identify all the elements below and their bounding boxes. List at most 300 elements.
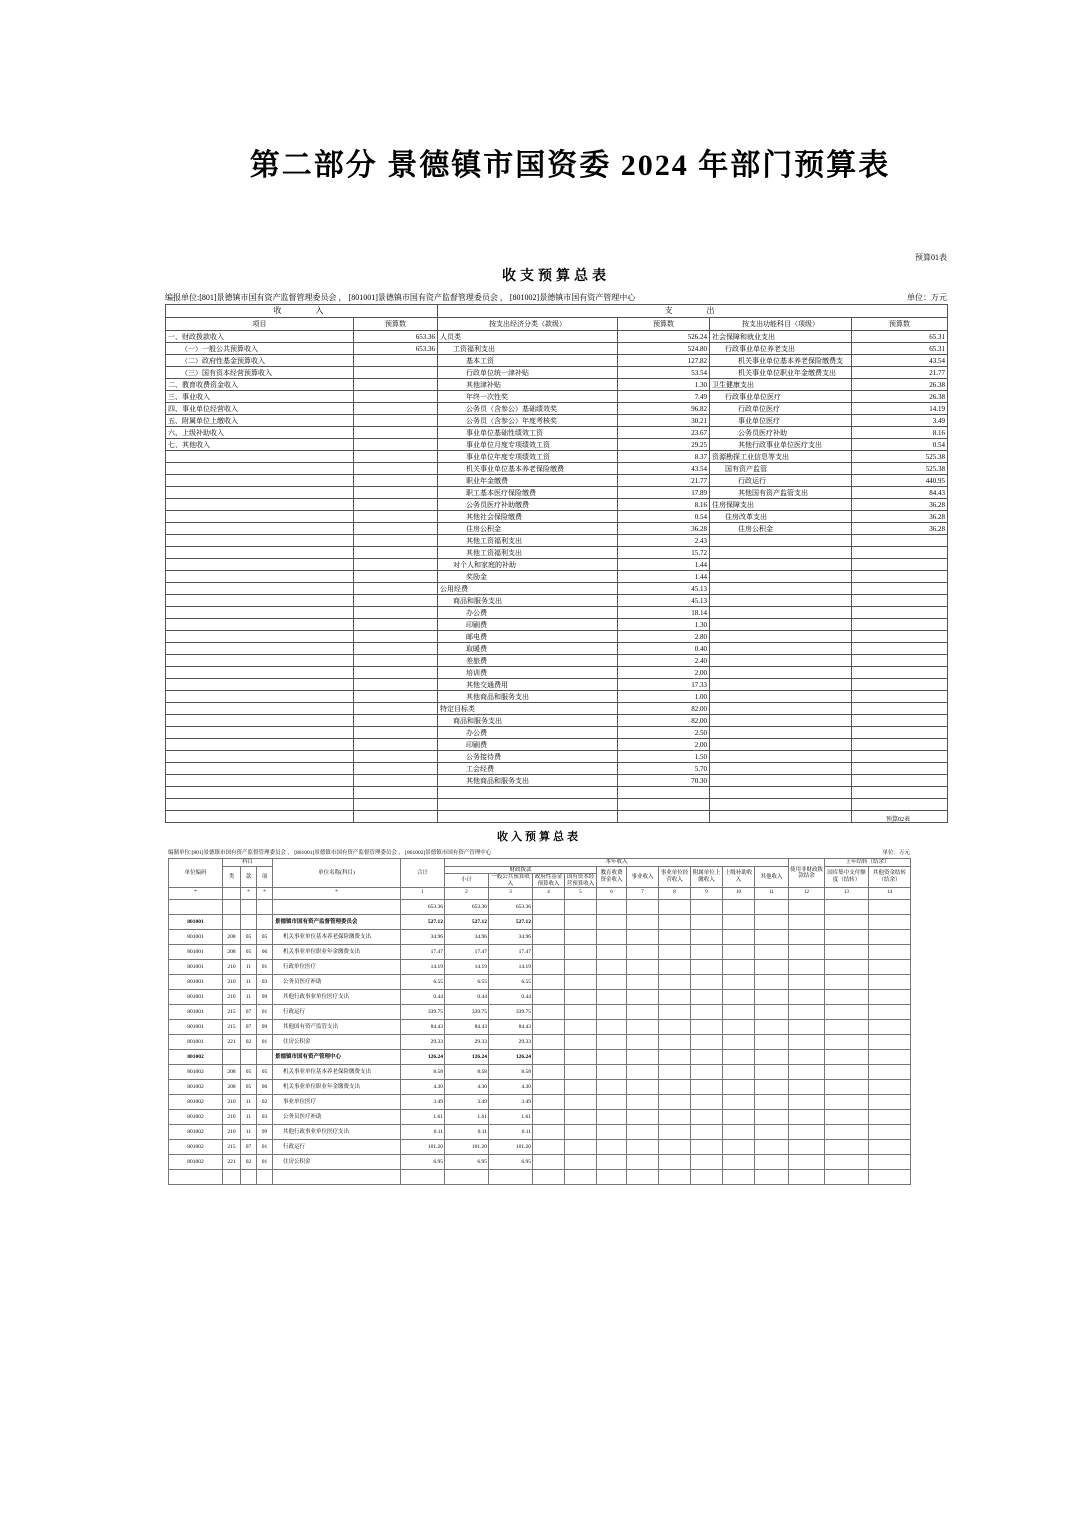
income-item-cell [166, 631, 354, 643]
fiscal-subtotal-cell: 0.11 [445, 1125, 489, 1140]
econ-value-cell: 1.30 [618, 379, 710, 391]
empty-value-cell [597, 1095, 627, 1110]
func-class-cell [710, 667, 852, 679]
empty-value-cell [825, 1065, 869, 1080]
empty-value-cell [789, 1080, 825, 1095]
empty-value-cell [789, 930, 825, 945]
budget-table-row [166, 763, 948, 775]
empty-value-cell [789, 1140, 825, 1155]
item-code-cell: 99 [257, 990, 273, 1005]
column-index-cell: 1 [401, 888, 445, 900]
unit-code-cell: 801001 [169, 1020, 223, 1035]
section-code-cell: 02 [241, 1155, 257, 1170]
func-class-cell [710, 727, 852, 739]
econ-class-cell: 办公费 [438, 727, 618, 739]
empty-value-cell [597, 900, 627, 915]
income-value-cell [354, 463, 438, 475]
income-item-cell [166, 655, 354, 667]
header-state-capital: 国有资本经营预算收入 [565, 874, 597, 888]
section-code-cell: 11 [241, 1125, 257, 1140]
empty-value-cell [565, 915, 597, 930]
empty-value-cell [789, 1020, 825, 1035]
table1-report-unit: 编报单位:[801]景德镇市国有资产监督管理委员会 ， [801001]景德镇市国有资产监督管理委员会 ， [801002]景德镇市国有资产管理中心 [165, 293, 636, 302]
empty-value-cell [755, 1080, 789, 1095]
table2-unit-label: 单位：万元 [882, 850, 910, 856]
section-code-cell: 05 [241, 1080, 257, 1095]
income-table-row [169, 1110, 911, 1125]
econ-class-cell: 邮电费 [438, 631, 618, 643]
empty-value-cell [597, 1140, 627, 1155]
unit-code-cell: 801002 [169, 1080, 223, 1095]
general-budget-cell: 84.43 [489, 1020, 533, 1035]
econ-value-cell: 0.54 [618, 511, 710, 523]
func-class-cell [710, 739, 852, 751]
func-class-cell [710, 703, 852, 715]
empty-value-cell [755, 1020, 789, 1035]
empty-value-cell [565, 1140, 597, 1155]
empty-value-cell [533, 1170, 565, 1185]
income-item-cell [166, 703, 354, 715]
empty-value-cell [597, 1065, 627, 1080]
unit-code-cell: 801002 [169, 1140, 223, 1155]
func-class-cell [710, 799, 852, 811]
econ-value-cell: 29.25 [618, 439, 710, 451]
econ-class-cell: 事业单位月度专项绩效工资 [438, 439, 618, 451]
empty-value-cell [565, 930, 597, 945]
total-cell: 29.33 [401, 1035, 445, 1050]
total-cell: 653.36 [401, 900, 445, 915]
header-non-fiscal-balance: 使用非财政拨款结余 [789, 859, 825, 888]
income-item-cell: （二）政府性基金预算收入 [166, 355, 354, 367]
income-value-cell [354, 703, 438, 715]
empty-value-cell [565, 1050, 597, 1065]
section-code-cell: 11 [241, 1095, 257, 1110]
header-cls: 类 [223, 866, 241, 888]
empty-value-cell [755, 975, 789, 990]
func-class-cell: 国有资产监管 [710, 463, 852, 475]
empty-value-cell [723, 1155, 755, 1170]
empty-value-cell [755, 915, 789, 930]
fiscal-subtotal-cell: 339.75 [445, 1005, 489, 1020]
func-class-cell [710, 715, 852, 727]
header-edu-fee: 教育收费资金收入 [597, 866, 627, 888]
unit-code-cell: 801002 [169, 1155, 223, 1170]
empty-value-cell [825, 1155, 869, 1170]
empty-value-cell [723, 1170, 755, 1185]
econ-value-cell: 18.14 [618, 607, 710, 619]
item-code-cell [257, 900, 273, 915]
item-code-cell: 01 [257, 960, 273, 975]
budget-table-row [166, 799, 948, 811]
func-value-cell [852, 559, 948, 571]
budget-table-row [166, 727, 948, 739]
budget-table-row [166, 643, 948, 655]
empty-value-cell [533, 915, 565, 930]
total-cell: 101.20 [401, 1140, 445, 1155]
func-value-cell [852, 595, 948, 607]
func-class-cell [710, 559, 852, 571]
column-index-cell: 11 [755, 888, 789, 900]
income-item-cell [166, 487, 354, 499]
table2-title: 收入预算总表 [497, 831, 581, 843]
empty-value-cell [789, 915, 825, 930]
income-item-cell [166, 679, 354, 691]
empty-value-cell [565, 1065, 597, 1080]
header-fiscal: 财政拨款 [445, 866, 597, 874]
budget-table-row [166, 775, 948, 787]
econ-class-cell: 其他社会保险缴费 [438, 511, 618, 523]
budget-table-row [166, 667, 948, 679]
unit-code-cell [169, 1170, 223, 1185]
empty-value-cell [533, 1110, 565, 1125]
empty-value-cell [597, 1110, 627, 1125]
table1-caption-line [165, 293, 947, 303]
item-code-cell: 99 [257, 1125, 273, 1140]
econ-value-cell: 45.13 [618, 595, 710, 607]
empty-value-cell [627, 960, 659, 975]
empty-value-cell [659, 1020, 691, 1035]
econ-value-cell: 1.44 [618, 559, 710, 571]
item-code-cell: 06 [257, 945, 273, 960]
empty-value-cell [825, 975, 869, 990]
econ-class-cell: 公务员医疗补助缴费 [438, 499, 618, 511]
general-budget-cell: 4.30 [489, 1080, 533, 1095]
empty-value-cell [691, 1020, 723, 1035]
income-table-row [169, 1125, 911, 1140]
income-table-row [169, 1095, 911, 1110]
empty-value-cell [825, 915, 869, 930]
empty-value-cell [825, 1020, 869, 1035]
revenue-expenditure-table [165, 304, 948, 823]
func-class-cell [710, 619, 852, 631]
func-class-cell [710, 763, 852, 775]
func-value-cell [852, 703, 948, 715]
header-upper-subsidy: 上级补助收入 [723, 866, 755, 888]
empty-value-cell [825, 1140, 869, 1155]
income-value-cell [354, 583, 438, 595]
empty-value-cell [565, 1080, 597, 1095]
econ-class-cell [438, 787, 618, 799]
budget-table-row [166, 787, 948, 799]
income-item-cell: （一）一般公共预算收入 [166, 343, 354, 355]
fiscal-subtotal-cell: 527.12 [445, 915, 489, 930]
budget-table-row [166, 427, 948, 439]
empty-value-cell [755, 1125, 789, 1140]
func-class-cell [710, 571, 852, 583]
budget-table-row [166, 679, 948, 691]
budget-table-row [166, 595, 948, 607]
empty-value-cell [723, 975, 755, 990]
empty-value-cell [691, 915, 723, 930]
income-value-cell [354, 415, 438, 427]
budget-table-row [166, 463, 948, 475]
econ-class-cell: 机关事业单位基本养老保险缴费 [438, 463, 618, 475]
empty-value-cell [723, 1080, 755, 1095]
empty-value-cell [533, 1050, 565, 1065]
econ-class-cell: 公务接待费 [438, 751, 618, 763]
empty-value-cell [825, 1095, 869, 1110]
func-class-cell [710, 607, 852, 619]
empty-value-cell [597, 1020, 627, 1035]
fiscal-subtotal-cell: 126.24 [445, 1050, 489, 1065]
empty-value-cell [789, 960, 825, 975]
unit-name-cell: 景德镇市国有资产管理中心 [273, 1050, 401, 1065]
income-table-row [169, 990, 911, 1005]
func-value-cell [852, 535, 948, 547]
income-table-row [169, 1035, 911, 1050]
header-carryover: 上年结转（结余） [825, 859, 911, 867]
col-header-item: 项目 [166, 318, 354, 331]
empty-value-cell [825, 1080, 869, 1095]
table2-header-row-1 [169, 859, 911, 867]
budget-table-row [166, 511, 948, 523]
empty-value-cell [723, 1110, 755, 1125]
empty-value-cell [825, 1125, 869, 1140]
class-code-cell: 208 [223, 1065, 241, 1080]
econ-value-cell: 15.72 [618, 547, 710, 559]
sheet-label-2: 预算02表 [885, 817, 910, 823]
empty-value-cell [533, 1005, 565, 1020]
fiscal-subtotal-cell: 101.20 [445, 1140, 489, 1155]
empty-value-cell [659, 930, 691, 945]
func-value-cell [852, 619, 948, 631]
budget-table-row [166, 715, 948, 727]
empty-value-cell [627, 1140, 659, 1155]
budget-table-row [166, 331, 948, 343]
empty-value-cell [627, 915, 659, 930]
unit-code-cell [169, 900, 223, 915]
budget-table-row [166, 439, 948, 451]
budget-table-row [166, 619, 948, 631]
empty-value-cell [869, 915, 911, 930]
income-item-cell [166, 571, 354, 583]
econ-class-cell: 人员类 [438, 331, 618, 343]
econ-value-cell: 8.16 [618, 499, 710, 511]
income-value-cell [354, 379, 438, 391]
total-cell: 3.49 [401, 1095, 445, 1110]
func-class-cell [710, 775, 852, 787]
empty-value-cell [723, 1020, 755, 1035]
econ-value-cell: 96.82 [618, 403, 710, 415]
budget-table-row [166, 379, 948, 391]
class-code-cell [223, 1050, 241, 1065]
section-code-cell: 07 [241, 1005, 257, 1020]
column-index-cell: 3 [489, 888, 533, 900]
column-index-cell: 10 [723, 888, 755, 900]
func-class-cell [710, 691, 852, 703]
col-header-econ-class: 按支出经济分类（款级） [438, 318, 618, 331]
empty-value-cell [755, 1155, 789, 1170]
empty-value-cell [659, 990, 691, 1005]
func-class-cell: 公务员医疗补助 [710, 427, 852, 439]
empty-value-cell [659, 1065, 691, 1080]
empty-value-cell [825, 1035, 869, 1050]
total-cell: 17.47 [401, 945, 445, 960]
income-value-cell [354, 643, 438, 655]
unit-name-cell: 公务员医疗补助 [273, 1110, 401, 1125]
income-item-cell [166, 547, 354, 559]
header-unit-code: 单位编码 [169, 859, 223, 888]
col-header-budget1: 预算数 [354, 318, 438, 331]
empty-value-cell [597, 945, 627, 960]
func-value-cell [852, 799, 948, 811]
econ-class-cell: 差旅费 [438, 655, 618, 667]
func-class-cell [710, 751, 852, 763]
item-code-cell: 02 [257, 1095, 273, 1110]
func-value-cell [852, 739, 948, 751]
unit-code-cell: 801002 [169, 1065, 223, 1080]
empty-value-cell [597, 1155, 627, 1170]
empty-value-cell [627, 945, 659, 960]
empty-value-cell [789, 1110, 825, 1125]
econ-class-cell: 工会经费 [438, 763, 618, 775]
empty-value-cell [627, 1170, 659, 1185]
empty-value-cell [691, 1005, 723, 1020]
empty-value-cell [565, 1095, 597, 1110]
func-class-cell: 卫生健康支出 [710, 379, 852, 391]
budget-table-row [166, 355, 948, 367]
econ-value-cell: 45.13 [618, 583, 710, 595]
income-item-cell [166, 475, 354, 487]
empty-value-cell [597, 915, 627, 930]
empty-value-cell [825, 1050, 869, 1065]
income-table-row [169, 1155, 911, 1170]
class-code-cell: 221 [223, 1035, 241, 1050]
empty-value-cell [627, 1050, 659, 1065]
income-item-cell [166, 799, 354, 811]
empty-value-cell [627, 1110, 659, 1125]
budget-table-row [166, 547, 948, 559]
budget-table-row [166, 367, 948, 379]
empty-value-cell [691, 1170, 723, 1185]
empty-value-cell [627, 990, 659, 1005]
empty-value-cell [789, 945, 825, 960]
income-item-cell: 一、财政拨款收入 [166, 331, 354, 343]
income-item-cell [166, 451, 354, 463]
econ-value-cell: 2.43 [618, 535, 710, 547]
empty-value-cell [659, 1050, 691, 1065]
econ-class-cell: 年终一次性奖 [438, 391, 618, 403]
income-value-cell [354, 799, 438, 811]
income-value-cell [354, 487, 438, 499]
unit-name-cell [273, 1170, 401, 1185]
empty-value-cell [869, 1170, 911, 1185]
income-item-cell: 七、其他收入 [166, 439, 354, 451]
func-value-cell [852, 643, 948, 655]
econ-class-cell: 事业单位基础性绩效工资 [438, 427, 618, 439]
empty-value-cell [659, 1155, 691, 1170]
empty-value-cell [691, 1035, 723, 1050]
econ-value-cell: 1.00 [618, 691, 710, 703]
empty-value-cell [659, 1110, 691, 1125]
income-value-cell [354, 667, 438, 679]
empty-value-cell [789, 1050, 825, 1065]
sheet-label-1: 预算01表 [915, 253, 947, 262]
empty-value-cell [533, 1065, 565, 1080]
income-value-cell [354, 631, 438, 643]
empty-value-cell [755, 900, 789, 915]
func-class-cell: 行政事业单位养老支出 [710, 343, 852, 355]
income-table-row [169, 1020, 911, 1035]
func-value-cell [852, 763, 948, 775]
empty-value-cell [627, 1080, 659, 1095]
column-index-cell: * [257, 888, 273, 900]
income-item-cell [166, 727, 354, 739]
general-budget-cell: 527.12 [489, 915, 533, 930]
empty-value-cell [691, 930, 723, 945]
empty-value-cell [533, 1155, 565, 1170]
empty-value-cell [723, 930, 755, 945]
empty-value-cell [659, 945, 691, 960]
empty-value-cell [723, 1035, 755, 1050]
income-value-cell [354, 775, 438, 787]
func-value-cell [852, 751, 948, 763]
empty-value-cell [869, 975, 911, 990]
income-value-cell [354, 451, 438, 463]
income-item-cell [166, 499, 354, 511]
empty-value-cell [755, 990, 789, 1005]
income-value-cell [354, 475, 438, 487]
econ-class-cell: 对个人和家庭的补助 [438, 559, 618, 571]
income-value-cell [354, 751, 438, 763]
empty-value-cell [691, 1155, 723, 1170]
fiscal-subtotal-cell: 34.96 [445, 930, 489, 945]
empty-value-cell [869, 990, 911, 1005]
empty-value-cell [691, 975, 723, 990]
income-table-row [169, 945, 911, 960]
func-class-cell: 社会保障和就业支出 [710, 331, 852, 343]
fiscal-subtotal-cell [445, 1170, 489, 1185]
budget-table-row [166, 523, 948, 535]
unit-code-cell: 801001 [169, 975, 223, 990]
empty-value-cell [789, 1170, 825, 1185]
income-value-cell [354, 499, 438, 511]
econ-value-cell: 2.40 [618, 655, 710, 667]
class-code-cell: 210 [223, 975, 241, 990]
econ-value-cell [618, 799, 710, 811]
column-index-cell: 13 [825, 888, 869, 900]
empty-value-cell [789, 990, 825, 1005]
empty-value-cell [691, 1050, 723, 1065]
empty-value-cell [533, 1140, 565, 1155]
general-budget-cell: 1.61 [489, 1110, 533, 1125]
empty-value-cell [869, 1050, 911, 1065]
empty-value-cell [659, 1170, 691, 1185]
col-header-budget2: 预算数 [618, 318, 710, 331]
table1-column-header-row [166, 318, 948, 331]
econ-class-cell: 商品和服务支出 [438, 715, 618, 727]
unit-code-cell: 801002 [169, 1125, 223, 1140]
empty-value-cell [691, 960, 723, 975]
budget-table-row [166, 631, 948, 643]
empty-value-cell [565, 1155, 597, 1170]
income-item-cell [166, 463, 354, 475]
func-value-cell: 26.38 [852, 391, 948, 403]
unit-group-row [169, 915, 911, 930]
empty-value-cell [691, 1065, 723, 1080]
empty-value-cell [597, 1170, 627, 1185]
empty-value-cell [533, 960, 565, 975]
general-budget-cell: 14.19 [489, 960, 533, 975]
econ-value-cell: 70.30 [618, 775, 710, 787]
section-code-cell [241, 900, 257, 915]
item-code-cell [257, 1050, 273, 1065]
econ-class-cell: 其他商品和服务支出 [438, 691, 618, 703]
header-other-income: 其他收入 [755, 866, 789, 888]
column-index-cell: * [241, 888, 257, 900]
empty-value-cell [659, 960, 691, 975]
econ-value-cell: 526.24 [618, 331, 710, 343]
